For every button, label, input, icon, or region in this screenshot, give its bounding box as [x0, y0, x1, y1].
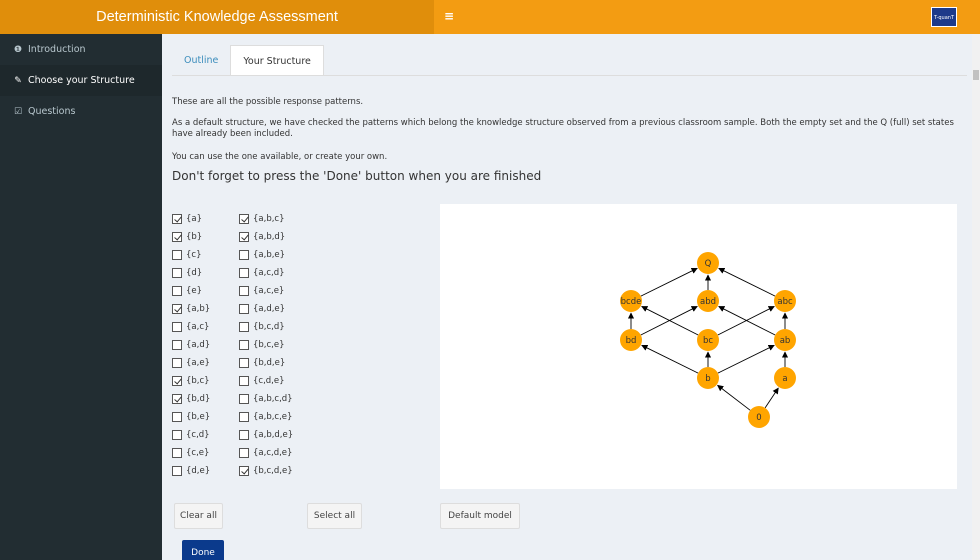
- graph-edge: [718, 345, 774, 373]
- pattern-checkbox[interactable]: [172, 426, 210, 444]
- checkbox-label: {a,b,c,e}: [253, 412, 293, 422]
- graph-edge: [641, 268, 697, 296]
- checkbox-box[interactable]: [239, 448, 249, 458]
- graph-node-label: ab: [779, 336, 791, 346]
- checkbox-label: {a,c,e}: [253, 286, 285, 296]
- graph-node-label: abc: [777, 297, 793, 307]
- pattern-checkbox[interactable]: [172, 408, 210, 426]
- sidebar: [0, 34, 162, 560]
- checkbox-box[interactable]: [239, 340, 249, 350]
- checkbox-label: {c}: [186, 250, 202, 260]
- pattern-checkbox[interactable]: [239, 408, 293, 426]
- pattern-checkbox[interactable]: [172, 462, 210, 480]
- menu-toggle-icon[interactable]: ≡: [444, 9, 455, 23]
- check-square-icon: ☑: [13, 106, 23, 117]
- checkbox-box[interactable]: [172, 430, 182, 440]
- tab-divider: [172, 75, 967, 76]
- pattern-checkbox[interactable]: [172, 210, 210, 228]
- checkbox-box[interactable]: [172, 448, 182, 458]
- graph-node-label: bcde: [620, 297, 642, 307]
- checkbox-box[interactable]: [172, 466, 182, 476]
- info-circle-icon: ❶: [13, 44, 23, 55]
- checkbox-box[interactable]: [239, 232, 249, 242]
- pattern-checkbox[interactable]: [239, 228, 293, 246]
- pattern-checkbox[interactable]: [172, 354, 210, 372]
- checkbox-label: {a,b,e}: [253, 250, 286, 260]
- checkbox-box[interactable]: [239, 376, 249, 386]
- pattern-checkbox[interactable]: [239, 462, 293, 480]
- pattern-checkbox[interactable]: [172, 264, 210, 282]
- pattern-checkbox[interactable]: [239, 390, 293, 408]
- tab-outline[interactable]: Outline: [184, 55, 219, 66]
- pattern-checkbox[interactable]: [239, 264, 293, 282]
- graph-edge: [642, 345, 698, 373]
- scrollbar-thumb[interactable]: [973, 70, 979, 80]
- checkbox-box[interactable]: [239, 430, 249, 440]
- checkbox-box[interactable]: [239, 268, 249, 278]
- graph-edge: [765, 388, 778, 408]
- checkbox-label: {a,b}: [186, 304, 211, 314]
- checkbox-label: {b,d}: [186, 394, 211, 404]
- checkbox-label: {b,c,e}: [253, 340, 285, 350]
- checkbox-label: {b,c}: [186, 376, 210, 386]
- graph-node-label: 0: [756, 413, 762, 423]
- checkbox-box[interactable]: [239, 250, 249, 260]
- pattern-checkbox[interactable]: [239, 354, 293, 372]
- checkbox-box[interactable]: [172, 304, 182, 314]
- pattern-checkbox[interactable]: [239, 336, 293, 354]
- checkbox-box[interactable]: [172, 394, 182, 404]
- graph-node-label: abd: [700, 297, 716, 307]
- create-own-text: You can use the one available, or create your own.: [172, 152, 388, 162]
- checkbox-box[interactable]: [172, 340, 182, 350]
- pattern-checkbox[interactable]: [172, 246, 210, 264]
- graph-edge: [719, 268, 775, 296]
- pattern-checkbox[interactable]: [172, 336, 210, 354]
- checkbox-label: {a}: [186, 214, 203, 224]
- pattern-checkbox[interactable]: [172, 318, 210, 336]
- checkbox-box[interactable]: [172, 412, 182, 422]
- intro-text: These are all the possible response patterns.: [172, 97, 364, 107]
- hasse-diagram: [440, 204, 957, 489]
- checkbox-label: {b,c,d}: [253, 322, 285, 332]
- checkbox-label: {b}: [186, 232, 203, 242]
- pattern-checklist-1: [172, 210, 210, 480]
- pattern-checkbox[interactable]: [239, 444, 293, 462]
- checkbox-label: {a,d}: [186, 340, 211, 350]
- checkbox-box[interactable]: [172, 358, 182, 368]
- checkbox-label: {a,b,d}: [253, 232, 286, 242]
- clear-all-button[interactable]: Clear all: [174, 503, 223, 529]
- tquant-logo: T-quanT: [931, 7, 957, 27]
- checkbox-label: {a,e}: [186, 358, 210, 368]
- checkbox-label: {c,d,e}: [253, 376, 285, 386]
- scrollbar[interactable]: [972, 34, 980, 560]
- sidebar-item-introduction[interactable]: [0, 34, 162, 65]
- pattern-checkbox[interactable]: [172, 228, 210, 246]
- checkbox-label: {b,d,e}: [253, 358, 286, 368]
- sidebar-item-label: Questions: [28, 106, 76, 117]
- checkbox-box[interactable]: [239, 412, 249, 422]
- checkbox-box[interactable]: [239, 322, 249, 332]
- graph-node-label: Q: [704, 259, 712, 269]
- pattern-checkbox[interactable]: [239, 318, 293, 336]
- checkbox-box[interactable]: [172, 376, 182, 386]
- graph-edge: [718, 385, 751, 410]
- done-button[interactable]: Done: [182, 540, 224, 560]
- main-content: [162, 34, 972, 560]
- app-title: Deterministic Knowledge Assessment: [0, 0, 434, 34]
- checkbox-box[interactable]: [239, 304, 249, 314]
- pattern-checkbox[interactable]: [239, 426, 293, 444]
- done-reminder-heading: Don't forget to press the 'Done' button when you are finished: [172, 169, 542, 183]
- top-header: [0, 0, 980, 34]
- checkbox-box[interactable]: [239, 466, 249, 476]
- checkbox-box[interactable]: [172, 322, 182, 332]
- checkbox-label: {a,d,e}: [253, 304, 286, 314]
- checkbox-label: {a,c,d,e}: [253, 448, 293, 458]
- tab-your-structure[interactable]: Your Structure: [230, 45, 324, 76]
- graph-node-label: b: [705, 374, 711, 384]
- pattern-checkbox[interactable]: [239, 246, 293, 264]
- checkbox-label: {d}: [186, 268, 203, 278]
- default-model-button[interactable]: Default model: [440, 503, 520, 529]
- graph-node-label: bc: [702, 336, 714, 346]
- checkbox-label: {a,c}: [186, 322, 210, 332]
- edit-icon: ✎: [14, 75, 22, 86]
- pattern-checkbox[interactable]: [239, 300, 293, 318]
- checkbox-label: {e}: [186, 286, 203, 296]
- checkbox-label: {a,b,c,d}: [253, 394, 293, 404]
- checkbox-box[interactable]: [239, 286, 249, 296]
- checkbox-label: {b,c,d,e}: [253, 466, 293, 476]
- pattern-checkbox[interactable]: [239, 210, 293, 228]
- pattern-checkbox[interactable]: [172, 444, 210, 462]
- default-structure-text: As a default structure, we have checked the patterns which belong the knowledge structure observed from a previous classroom sample. Both the empty set and the Q (full) set states have already been included.: [172, 118, 954, 139]
- sidebar-item-label: Introduction: [28, 44, 86, 55]
- pattern-checkbox[interactable]: [239, 282, 293, 300]
- checkbox-box[interactable]: [239, 214, 249, 224]
- checkbox-label: {a,c,d}: [253, 268, 285, 278]
- checkbox-box[interactable]: [172, 214, 182, 224]
- graph-node-label: bd: [625, 336, 637, 346]
- checkbox-label: {a,b,d,e}: [253, 430, 294, 440]
- pattern-checklist-2: [239, 210, 293, 480]
- pattern-checkbox[interactable]: [172, 372, 210, 390]
- tab-bar: [172, 45, 324, 76]
- sidebar-item-choose-structure[interactable]: [0, 65, 162, 96]
- structure-graph: [440, 204, 957, 489]
- checkbox-box[interactable]: [172, 286, 182, 296]
- checkbox-label: {b,e}: [186, 412, 211, 422]
- sidebar-item-label: Choose your Structure: [28, 75, 135, 86]
- pattern-checkbox[interactable]: [239, 372, 293, 390]
- checkbox-box[interactable]: [239, 358, 249, 368]
- checkbox-box[interactable]: [172, 250, 182, 260]
- checkbox-label: {d,e}: [186, 466, 211, 476]
- checkbox-label: {a,b,c}: [253, 214, 285, 224]
- sidebar-item-questions[interactable]: [0, 96, 162, 127]
- checkbox-label: {c,e}: [186, 448, 210, 458]
- checkbox-box[interactable]: [172, 232, 182, 242]
- graph-node-label: a: [782, 374, 788, 384]
- checkbox-box[interactable]: [172, 268, 182, 278]
- checkbox-box[interactable]: [239, 394, 249, 404]
- pattern-checkbox[interactable]: [172, 300, 210, 318]
- select-all-button[interactable]: Select all: [307, 503, 362, 529]
- pattern-checkbox[interactable]: [172, 282, 210, 300]
- pattern-checkbox[interactable]: [172, 390, 210, 408]
- checkbox-label: {c,d}: [186, 430, 210, 440]
